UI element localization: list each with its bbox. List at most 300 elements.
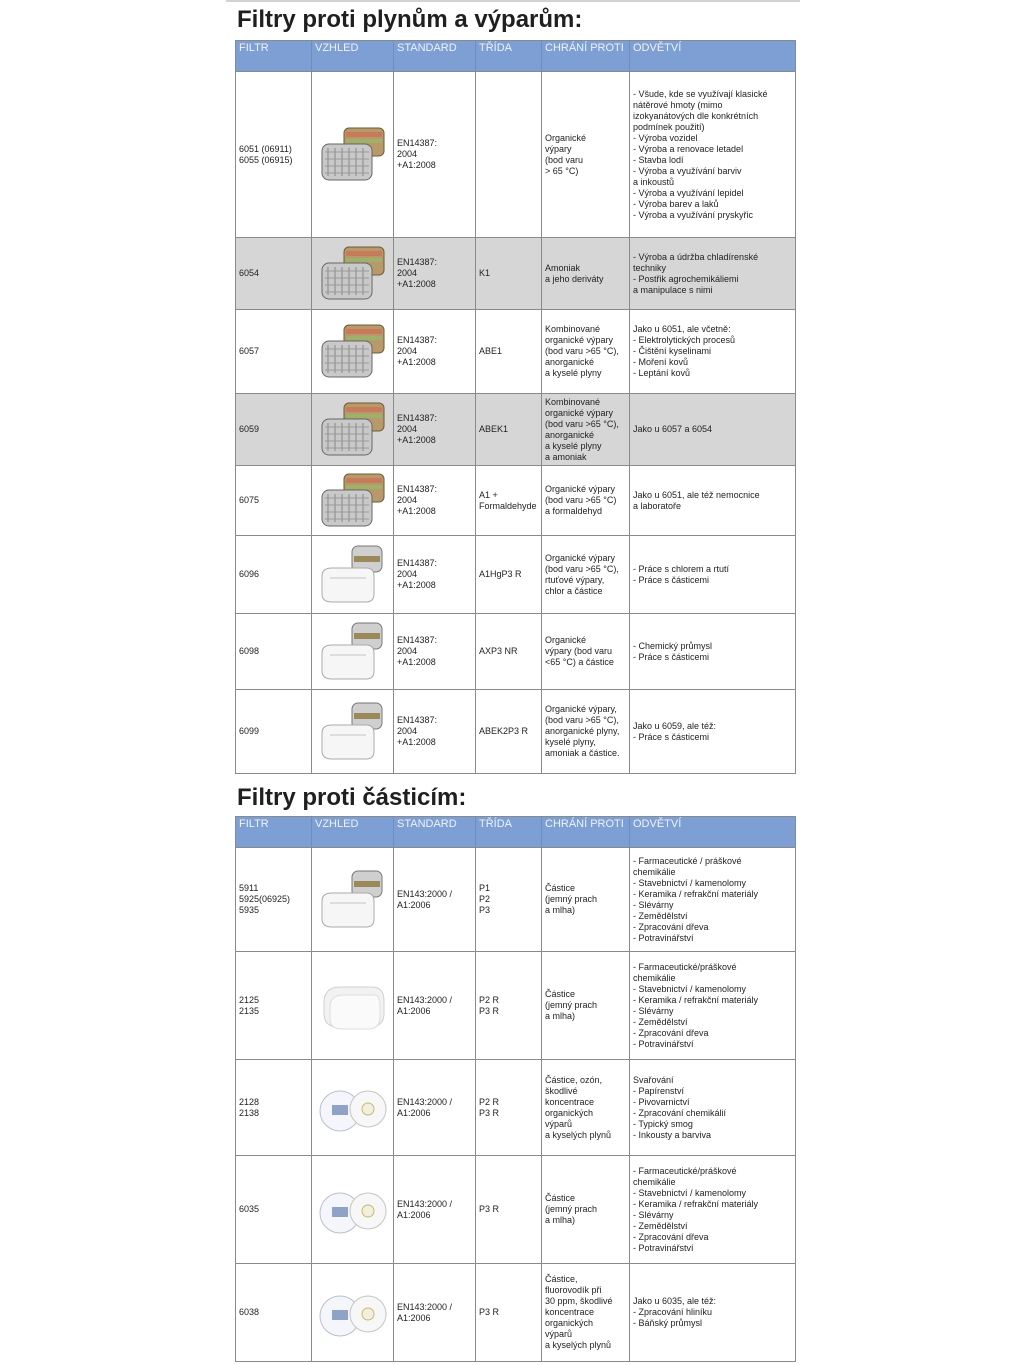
cell-appearance	[312, 536, 394, 614]
cell-standard-line: 2004	[397, 424, 418, 434]
cell-standard-line: EN143:2000 /	[397, 1198, 453, 1209]
cell-sector-line: - Výroba barev a laků	[633, 198, 719, 209]
cell-sector-line: podmínek použití)	[633, 121, 705, 132]
cell-protects-line: <65 °C) a částice	[545, 657, 614, 667]
cell-standard	[394, 466, 476, 536]
cell-standard-line: A1:2006	[397, 1107, 431, 1118]
cell-sector-line: - Práce s chlorem a rtutí	[633, 563, 730, 574]
header-class: TŘÍDA	[476, 41, 542, 72]
cell-class	[476, 1060, 542, 1156]
cell-class	[476, 72, 542, 238]
cell-sector-line: - Práce s částicemi	[633, 731, 710, 742]
table-row	[236, 1156, 796, 1264]
cell-protects-line: výparů	[545, 1329, 573, 1339]
cell-sector	[630, 848, 796, 952]
cell-protects-line: 30 ppm, škodlivé	[545, 1296, 613, 1306]
cell-standard	[394, 536, 476, 614]
cell-filter-line: 6054	[239, 268, 260, 278]
table-row	[236, 310, 796, 394]
cell-sector	[630, 614, 796, 690]
cell-sector-line: Svařování	[633, 1074, 674, 1085]
cell-sector	[630, 1156, 796, 1264]
cell-sector-line: - Postřik agrochemikáliemi	[633, 273, 739, 284]
table-row	[236, 690, 796, 774]
cell-sector-line: - Čištění kyselinami	[633, 346, 712, 356]
cell-sector-line: - Práce s částicemi	[633, 574, 710, 585]
cell-sector	[630, 238, 796, 310]
cell-sector-line: Jako u 6051, ale včetně:	[633, 324, 731, 334]
disc-filter-icon	[316, 1177, 390, 1243]
cell-sector-line: Jako u 6059, ale též:	[633, 720, 717, 731]
cell-sector-line: - Výroba vozidel	[633, 132, 698, 143]
cell-sector-line: nátěrové hmoty (mimo	[633, 99, 723, 110]
cell-class	[476, 1156, 542, 1264]
cell-protects-line: organické výpary	[545, 335, 614, 345]
cartridge-icon	[316, 241, 390, 307]
cell-class-line: ABEK1	[479, 424, 509, 434]
combo-filter-icon	[316, 542, 390, 608]
cell-protects-line: Částice	[545, 1193, 576, 1203]
cell-standard-line: EN143:2000 /	[397, 1301, 453, 1312]
cell-appearance	[312, 690, 394, 774]
cell-sector-line: Jako u 6035, ale též:	[633, 1296, 717, 1306]
cell-sector-line: izokyanátových dle konkrétních	[633, 110, 759, 121]
cell-sector-line: - Výroba a využívání pryskyřic	[633, 209, 754, 220]
cell-appearance	[312, 238, 394, 310]
cell-standard-line: +A1:2008	[397, 506, 436, 516]
cell-sector	[630, 310, 796, 394]
combo-filter-icon	[316, 867, 390, 933]
cell-standard-line: 2004	[397, 149, 418, 159]
cell-sector	[630, 466, 796, 536]
cell-filter-line: 6051 (06911)	[239, 143, 292, 154]
cell-class-line: Formaldehyde	[479, 500, 537, 511]
header-class: TŘÍDA	[476, 817, 542, 848]
cell-sector-line: - Zpracování dřeva	[633, 1231, 709, 1242]
cell-filter	[236, 310, 312, 394]
cell-class-line: P3 R	[479, 1204, 500, 1214]
particle-table-header	[236, 817, 796, 848]
cell-standard-line: 2004	[397, 569, 418, 579]
cell-protects-line: (bod varu	[545, 154, 584, 165]
cell-sector-line: - Keramika / refrakční materiály	[633, 1198, 759, 1209]
cell-class-line: AXP3 NR	[479, 646, 518, 656]
table-row	[236, 466, 796, 536]
cell-class-line: P3	[479, 905, 491, 915]
cell-appearance	[312, 310, 394, 394]
cell-protects	[542, 466, 630, 536]
cell-standard	[394, 952, 476, 1060]
cell-sector-line: - Výroba a údržba chladírenské	[633, 251, 759, 262]
cell-protects-line: organické výpary	[545, 407, 614, 418]
cell-protects-line: fluorovodík při	[545, 1285, 602, 1295]
cell-class	[476, 1264, 542, 1362]
cell-standard-line: +A1:2008	[397, 580, 436, 590]
cell-protects-line: a jeho deriváty	[545, 273, 604, 284]
cell-class-line: K1	[479, 268, 491, 278]
cell-sector-line: a inkoustů	[633, 176, 675, 187]
cell-protects-line: Organické výpary	[545, 552, 616, 563]
cell-appearance	[312, 466, 394, 536]
top-divider	[226, 0, 800, 2]
cell-protects-line: a kyselých plynů	[545, 1340, 612, 1350]
cell-filter-line: 2125	[239, 994, 260, 1005]
cell-filter-line: 2135	[239, 1005, 260, 1016]
cell-sector-line: chemikálie	[633, 1176, 676, 1187]
cell-standard-line: A1:2006	[397, 1209, 431, 1220]
cell-filter-line: 6057	[239, 346, 260, 356]
cell-class	[476, 394, 542, 466]
cell-standard-line: 2004	[397, 495, 418, 505]
cell-protects-line: Organické	[545, 132, 587, 143]
cell-protects	[542, 1060, 630, 1156]
cell-filter	[236, 1060, 312, 1156]
cell-standard	[394, 690, 476, 774]
particle-filter-table	[235, 816, 796, 1362]
header-sector: ODVĚTVÍ	[630, 817, 796, 848]
disc-filter-icon	[316, 1075, 390, 1141]
combo-filter-icon	[316, 699, 390, 765]
cell-standard-line: EN14387:	[397, 335, 438, 345]
cell-sector-line: - Zemědělství	[633, 1220, 688, 1231]
cell-sector-line: - Báňský průmysl	[633, 1318, 703, 1328]
cell-class-line: P2 R	[479, 1096, 500, 1107]
cell-sector-line: a manipulace s nimi	[633, 284, 713, 295]
cell-sector-line: - Slévárny	[633, 1005, 674, 1016]
cell-filter-line: 2138	[239, 1107, 260, 1118]
cell-standard-line: EN143:2000 /	[397, 888, 453, 899]
cell-protects-line: amoniak a částice.	[545, 748, 620, 758]
cell-protects-line: (jemný prach	[545, 894, 598, 904]
cell-sector-line: - Zpracování dřeva	[633, 921, 709, 932]
cell-class-line: ABE1	[479, 346, 503, 356]
cell-sector-line: - Typický smog	[633, 1118, 693, 1129]
cell-protects-line: Částice	[545, 883, 576, 893]
cell-filter	[236, 238, 312, 310]
cell-protects	[542, 952, 630, 1060]
cell-protects-line: (bod varu >65 °C),	[545, 346, 619, 356]
cell-standard	[394, 614, 476, 690]
cell-standard-line: 2004	[397, 268, 418, 278]
cell-appearance	[312, 1060, 394, 1156]
cell-sector-line: - Zemědělství	[633, 1016, 688, 1027]
cell-protects-line: (jemný prach	[545, 1000, 598, 1010]
cell-protects-line: Částice,	[545, 1274, 578, 1284]
gas-section-title: Filtry proti plynům a výparům:	[237, 6, 583, 33]
cell-class	[476, 310, 542, 394]
table-row	[236, 394, 796, 466]
cell-protects-line: chlor a částice	[545, 585, 603, 596]
gas-filter-table	[235, 40, 796, 774]
cell-protects-line: a kyselých plynů	[545, 1129, 612, 1140]
pad-filter-icon	[316, 973, 390, 1039]
cell-standard-line: A1:2006	[397, 1312, 431, 1323]
cell-sector-line: - Výroba a využívání barviv	[633, 165, 742, 176]
cell-sector	[630, 1060, 796, 1156]
cell-standard-line: EN14387:	[397, 635, 438, 645]
cell-protects	[542, 72, 630, 238]
cell-standard-line: EN14387:	[397, 413, 438, 423]
cell-protects-line: škodlivé	[545, 1085, 578, 1096]
cell-protects-line: Kombinované	[545, 324, 601, 334]
cell-sector-line: - Stavba lodí	[633, 154, 684, 165]
cell-class-line: P2 R	[479, 994, 500, 1005]
cell-protects-line: anorganické	[545, 429, 595, 440]
cell-standard-line: +A1:2008	[397, 657, 436, 667]
header-protects: CHRÁNÍ PROTI	[542, 41, 630, 72]
cell-standard-line: +A1:2008	[397, 357, 436, 367]
cell-sector-line: chemikálie	[633, 866, 676, 877]
cell-sector-line: - Stavebnictví / kamenolomy	[633, 1187, 747, 1198]
cell-protects-line: koncentrace	[545, 1096, 595, 1107]
cell-sector-line: - Farmaceutické / práškové	[633, 855, 742, 866]
cell-sector-line: - Farmaceutické/práškové	[633, 1165, 737, 1176]
cell-appearance	[312, 394, 394, 466]
cartridge-icon	[316, 397, 390, 463]
cell-protects-line: rtuťové výpary,	[545, 574, 605, 585]
cell-filter	[236, 1264, 312, 1362]
cell-sector-line: - Výroba a renovace letadel	[633, 143, 744, 154]
cell-sector-line: - Farmaceutické/práškové	[633, 961, 737, 972]
cell-sector-line: - Moření kovů	[633, 357, 689, 367]
cell-protects-line: a kyselé plyny	[545, 368, 602, 378]
cell-class	[476, 614, 542, 690]
cell-class-line: P3 R	[479, 1307, 500, 1317]
cell-filter-line: 6035	[239, 1204, 260, 1214]
cell-filter-line: 6096	[239, 569, 260, 579]
cell-sector-line: - Inkousty a barviva	[633, 1129, 712, 1140]
cartridge-icon	[316, 122, 390, 188]
cell-sector-line: - Zpracování chemikálií	[633, 1107, 727, 1118]
header-filter: FILTR	[236, 41, 312, 72]
cell-filter-line: 2128	[239, 1096, 260, 1107]
cell-standard-line: +A1:2008	[397, 435, 436, 445]
cell-standard-line: EN143:2000 /	[397, 994, 453, 1005]
cell-protects	[542, 536, 630, 614]
gas-table-header	[236, 41, 796, 72]
table-row	[236, 952, 796, 1060]
cell-class-line: P2	[479, 894, 491, 904]
header-standard: STANDARD	[394, 41, 476, 72]
cell-protects-line: koncentrace	[545, 1307, 595, 1317]
cell-protects	[542, 238, 630, 310]
cell-filter-line: 5925(06925)	[239, 894, 291, 904]
table-row	[236, 238, 796, 310]
table-row	[236, 1060, 796, 1156]
cell-standard	[394, 310, 476, 394]
cartridge-icon	[316, 468, 390, 534]
cell-appearance	[312, 72, 394, 238]
header-filter: FILTR	[236, 817, 312, 848]
cell-standard	[394, 1156, 476, 1264]
cell-sector-line: - Keramika / refrakční materiály	[633, 994, 759, 1005]
cell-sector-line: Jako u 6057 a 6054	[633, 424, 713, 434]
cell-standard-line: EN14387:	[397, 257, 438, 267]
cell-appearance	[312, 848, 394, 952]
cell-sector	[630, 72, 796, 238]
cell-standard-line: EN143:2000 /	[397, 1096, 453, 1107]
cell-protects-line: anorganické	[545, 357, 595, 367]
cell-filter-line: 6059	[239, 424, 260, 434]
cell-sector-line: - Zemědělství	[633, 910, 688, 921]
cell-protects-line: Amoniak	[545, 262, 581, 273]
cell-sector	[630, 1264, 796, 1362]
cell-protects-line: (bod varu >65 °C)	[545, 495, 617, 505]
cell-filter	[236, 614, 312, 690]
cell-protects-line: a amoniak	[545, 451, 587, 462]
cell-appearance	[312, 1264, 394, 1362]
cell-protects	[542, 394, 630, 466]
cell-sector-line: - Leptání kovů	[633, 368, 691, 378]
table-row	[236, 614, 796, 690]
cell-standard-line: EN14387:	[397, 484, 438, 494]
cell-sector-line: - Keramika / refrakční materiály	[633, 888, 759, 899]
cell-filter	[236, 394, 312, 466]
cell-standard-line: 2004	[397, 726, 418, 736]
cell-standard-line: EN14387:	[397, 558, 438, 568]
cell-sector-line: - Stavebnictví / kamenolomy	[633, 877, 747, 888]
cell-protects-line: > 65 °C)	[545, 165, 579, 176]
cell-protects	[542, 310, 630, 394]
cell-protects-line: a formaldehyd	[545, 506, 603, 516]
cell-class-line: P3 R	[479, 1005, 500, 1016]
cell-appearance	[312, 1156, 394, 1264]
cell-standard-line: A1:2006	[397, 899, 431, 910]
cell-appearance	[312, 952, 394, 1060]
cell-protects-line: a mlha)	[545, 1011, 576, 1021]
cell-protects-line: Organické výpary	[545, 484, 616, 494]
cell-sector	[630, 394, 796, 466]
cell-filter-line: 5935	[239, 905, 260, 915]
cell-protects	[542, 1264, 630, 1362]
cell-filter	[236, 952, 312, 1060]
cell-sector-line: - Práce s částicemi	[633, 651, 710, 662]
cell-filter-line: 6099	[239, 726, 260, 736]
cell-standard-line: +A1:2008	[397, 160, 436, 170]
cell-protects-line: (jemný prach	[545, 1204, 598, 1214]
cell-sector-line: - Výroba a využívání lepidel	[633, 187, 744, 198]
cell-sector	[630, 690, 796, 774]
cell-sector-line: - Potravinářství	[633, 932, 694, 943]
cell-filter-line: 6038	[239, 1307, 260, 1317]
cell-protects-line: (bod varu >65 °C),	[545, 563, 619, 574]
header-sector: ODVĚTVÍ	[630, 41, 796, 72]
cell-filter	[236, 536, 312, 614]
cell-sector-line: - Potravinářství	[633, 1038, 694, 1049]
cell-class-line: A1 +	[479, 489, 498, 500]
cell-appearance	[312, 614, 394, 690]
header-appearance: VZHLED	[312, 41, 394, 72]
cell-sector-line: a laboratoře	[633, 500, 682, 511]
cell-protects-line: a kyselé plyny	[545, 440, 602, 451]
cell-sector-line: techniky	[633, 262, 667, 273]
cell-protects-line: výpary	[545, 143, 572, 154]
cell-sector-line: - Potravinářství	[633, 1242, 694, 1253]
cell-standard-line: EN14387:	[397, 138, 438, 148]
cell-protects	[542, 1156, 630, 1264]
cell-class	[476, 690, 542, 774]
cell-protects-line: výparů	[545, 1118, 573, 1129]
cell-sector-line: - Všude, kde se využívají klasické	[633, 88, 768, 99]
cell-sector	[630, 952, 796, 1060]
cell-sector-line: Jako u 6051, ale též nemocnice	[633, 489, 760, 500]
disc-filter-icon	[316, 1280, 390, 1346]
cell-protects-line: (bod varu >65 °C),	[545, 715, 619, 725]
cell-class-line: A1HgP3 R	[479, 569, 522, 579]
cell-protects-line: (bod varu >65 °C),	[545, 418, 619, 429]
cell-protects-line: a mlha)	[545, 1215, 576, 1225]
cell-filter	[236, 466, 312, 536]
cell-class	[476, 536, 542, 614]
cell-class	[476, 952, 542, 1060]
cell-standard-line: 2004	[397, 346, 418, 356]
cell-sector-line: - Stavebnictví / kamenolomy	[633, 983, 747, 994]
cell-protects-line: organických	[545, 1107, 594, 1118]
cell-sector-line: - Slévárny	[633, 1209, 674, 1220]
cell-protects	[542, 614, 630, 690]
cell-protects-line: Organické výpary,	[545, 704, 617, 714]
cell-sector-line: - Zpracování hliníku	[633, 1307, 713, 1317]
table-row	[236, 536, 796, 614]
table-row	[236, 1264, 796, 1362]
cell-standard-line: +A1:2008	[397, 737, 436, 747]
cell-filter-line: 6098	[239, 646, 260, 656]
cell-filter	[236, 1156, 312, 1264]
cell-protects	[542, 848, 630, 952]
cell-standard-line: 2004	[397, 646, 418, 656]
cell-standard	[394, 238, 476, 310]
cell-sector	[630, 536, 796, 614]
cell-filter-line: 6075	[239, 495, 260, 505]
cell-sector-line: - Papírenství	[633, 1085, 685, 1096]
header-appearance: VZHLED	[312, 817, 394, 848]
cell-standard	[394, 1264, 476, 1362]
cell-standard	[394, 1060, 476, 1156]
cell-filter	[236, 72, 312, 238]
cartridge-icon	[316, 319, 390, 385]
cell-class	[476, 466, 542, 536]
cell-protects-line: Organické	[545, 635, 587, 645]
cell-protects-line: výpary (bod varu	[545, 646, 613, 656]
combo-filter-icon	[316, 619, 390, 685]
cell-protects-line: kyselé plyny,	[545, 737, 596, 747]
cell-protects-line: Částice	[545, 989, 576, 999]
cell-standard	[394, 394, 476, 466]
cell-standard	[394, 72, 476, 238]
header-protects: CHRÁNÍ PROTI	[542, 817, 630, 848]
table-row	[236, 72, 796, 238]
cell-protects-line: a mlha)	[545, 905, 576, 915]
cell-standard	[394, 848, 476, 952]
cell-sector-line: - Pivovarnictví	[633, 1096, 690, 1107]
cell-protects-line: Částice, ozón,	[545, 1074, 603, 1085]
cell-sector-line: chemikálie	[633, 972, 676, 983]
cell-protects-line: Kombinované	[545, 396, 601, 407]
cell-filter-line: 5911	[239, 883, 259, 893]
cell-sector-line: - Slévárny	[633, 899, 674, 910]
cell-sector-line: - Zpracování dřeva	[633, 1027, 709, 1038]
cell-standard-line: EN14387:	[397, 715, 438, 725]
header-standard: STANDARD	[394, 817, 476, 848]
cell-class	[476, 238, 542, 310]
table-row	[236, 848, 796, 952]
cell-standard-line: A1:2006	[397, 1005, 431, 1016]
cell-sector-line: - Chemický průmysl	[633, 640, 713, 651]
cell-protects-line: organických	[545, 1318, 594, 1328]
cell-sector-line: - Elektrolytických procesů	[633, 335, 736, 345]
cell-protects	[542, 690, 630, 774]
particle-section-title: Filtry proti částicím:	[237, 784, 467, 811]
